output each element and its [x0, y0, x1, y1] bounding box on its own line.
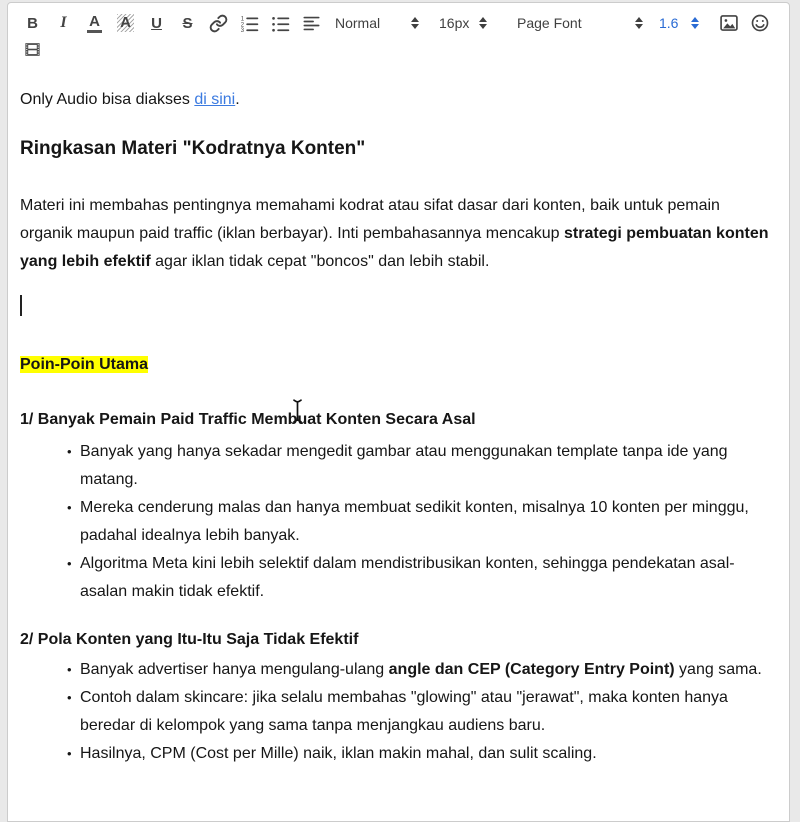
font-size-value: 16px: [439, 15, 470, 31]
video-icon: [23, 40, 42, 59]
text-color-icon: A: [87, 14, 102, 33]
text-run: Mereka cenderung malas dan hanya membuat sedikit konten, misalnya 10 konten per minggu, padahal idealnya lebih banyak.: [80, 499, 749, 544]
text-run: Banyak yang hanya sekadar mengedit gambar atau menggunakan template tanpa ide yang matang.: [80, 443, 728, 488]
highlight-color-button[interactable]: [110, 11, 141, 35]
text-run: Hasilnya, CPM (Cost per Mille) naik, iklan makin mahal, dan sulit scaling.: [80, 745, 597, 762]
list-item: [80, 550, 769, 606]
ordered-list-icon: [240, 14, 259, 33]
editor-content-area[interactable]: [8, 64, 789, 768]
page-title: [20, 134, 769, 164]
text-run: Banyak advertiser hanya mengulang-ulang: [80, 661, 389, 678]
section-1-list: [20, 438, 769, 606]
link-icon: [209, 14, 228, 33]
text-run: strategi pembuatan konten yang lebih efektif: [20, 225, 769, 270]
highlight-color-icon: A: [117, 14, 134, 32]
link-di-sini[interactable]: di sini: [194, 91, 236, 108]
updown-arrows-icon: [691, 17, 699, 29]
bold-icon: B: [27, 14, 38, 32]
text-run: Algoritma Meta kini lebih selektif dalam mendistribusikan konten, sehingga pendekatan asal-asalan makin tidak efektif.: [80, 555, 735, 600]
text-caret: [20, 295, 22, 316]
highlighted-heading: [20, 351, 769, 379]
section-1-heading: [20, 406, 769, 434]
underline-icon: U: [151, 14, 162, 32]
updown-arrows-icon: [411, 17, 419, 29]
list-item: [80, 656, 769, 684]
svg-text:1: 1: [240, 15, 245, 22]
bullet-list-button[interactable]: [265, 11, 296, 35]
list-item: [80, 684, 769, 740]
bullet-list-icon: [271, 14, 290, 33]
strikethrough-button[interactable]: [172, 11, 203, 35]
text-run: yang sama.: [674, 661, 762, 678]
font-size-select[interactable]: [437, 11, 489, 35]
toolbar-row-1: [17, 10, 779, 36]
list-item: [80, 494, 769, 550]
section-2-heading: [20, 626, 769, 654]
list-item: [80, 740, 769, 768]
text-run: .: [235, 91, 240, 108]
insert-image-button[interactable]: [713, 11, 744, 35]
italic-button[interactable]: [48, 11, 79, 35]
intro-line: [20, 86, 769, 114]
line-height-value: 1.6: [659, 15, 679, 31]
line-height-select[interactable]: [657, 11, 701, 35]
rich-text-editor: [7, 2, 790, 822]
text-run: Only Audio bisa diakses: [20, 91, 195, 108]
align-icon: [302, 14, 321, 33]
text-run: angle dan CEP (Category Entry Point): [388, 661, 675, 678]
text-run: 2/ Pola Konten yang Itu-Itu Saja Tidak Efektif: [20, 631, 359, 648]
text-run: Materi ini membahas pentingnya memahami kodrat atau sifat dasar dari konten, baik untuk pemain organik maupun paid traffic (iklan berbayar). Inti pembahasannya mencakup: [20, 197, 720, 242]
align-button[interactable]: [296, 11, 327, 35]
svg-text:3: 3: [240, 27, 245, 33]
text-run: Poin-Poin Utama: [20, 356, 149, 373]
svg-text:2: 2: [240, 21, 245, 28]
paragraph-style-select[interactable]: [333, 11, 421, 35]
editor-toolbar: [8, 3, 789, 64]
list-item: [80, 438, 769, 494]
font-family-select[interactable]: [515, 11, 645, 35]
emoji-icon: [750, 13, 770, 33]
summary-paragraph: [20, 192, 769, 276]
updown-arrows-icon: [479, 17, 487, 29]
link-button[interactable]: [203, 11, 234, 35]
font-family-value: Page Font: [517, 15, 582, 31]
paragraph-style-value: Normal: [335, 15, 381, 31]
insert-emoji-button[interactable]: [744, 11, 775, 35]
image-icon: [719, 13, 739, 33]
text-run: Ringkasan Materi "Kodratnya Konten": [20, 138, 366, 159]
italic-icon: I: [60, 14, 67, 31]
empty-line: [20, 294, 769, 322]
updown-arrows-icon: [635, 17, 643, 29]
text-run: 1/ Banyak Pemain Paid Traffic Membuat Konten Secara Asal: [20, 411, 476, 428]
section-2-list: [20, 656, 769, 768]
bold-button[interactable]: [17, 11, 48, 35]
ordered-list-button[interactable]: [234, 11, 265, 35]
text-color-button[interactable]: [79, 11, 110, 35]
strikethrough-icon: S: [182, 14, 193, 32]
text-run: Contoh dalam skincare: jika selalu membahas "glowing" atau "jerawat", maka konten hanya beredar di kelompok yang sama tanpa menjangkau audiens baru.: [80, 689, 728, 734]
text-run: agar iklan tidak cepat "boncos" dan lebih stabil.: [150, 253, 490, 270]
insert-video-button[interactable]: [17, 37, 48, 61]
underline-button[interactable]: [141, 11, 172, 35]
toolbar-row-2: [17, 36, 779, 62]
